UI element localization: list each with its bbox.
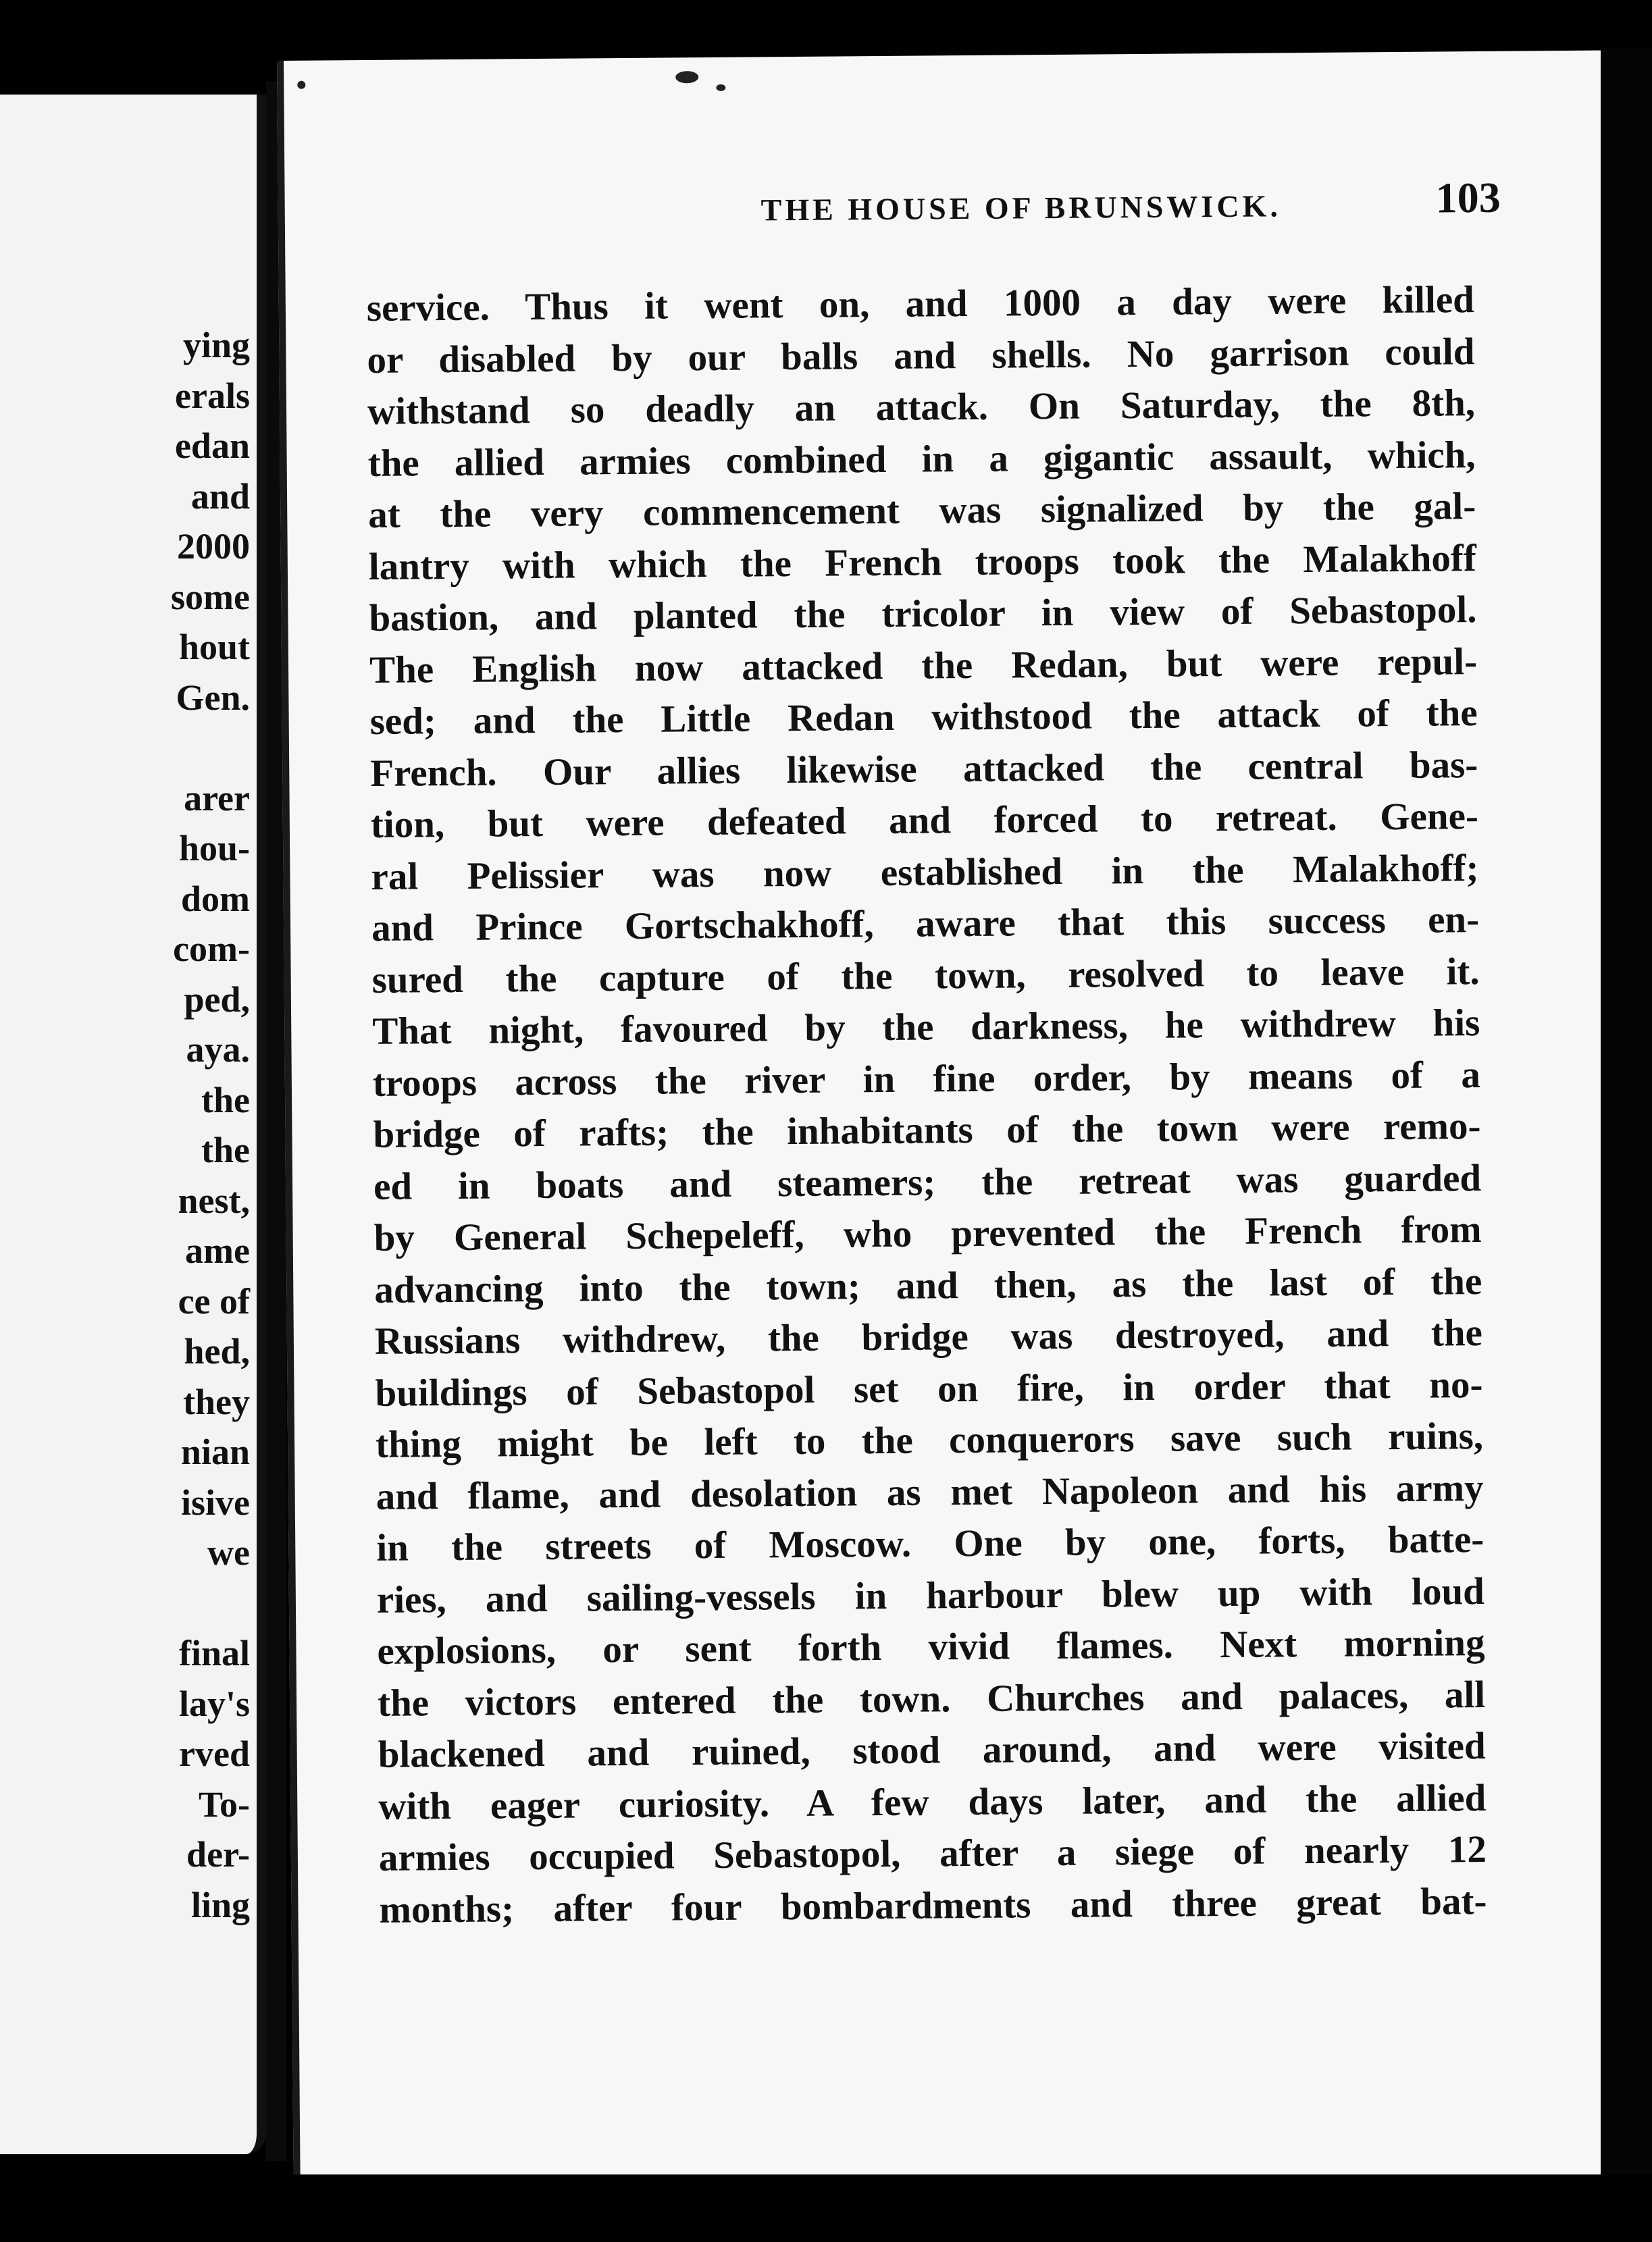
- body-line: tion, but were defeated and forced to retreat. Gene-: [370, 795, 1479, 846]
- page-number: 103: [1435, 173, 1501, 222]
- body-line: and Prince Gortschakhoff, aware that this success en-: [371, 898, 1480, 949]
- body-line: by General Schepeleff, who prevented the French from: [373, 1208, 1482, 1259]
- body-text: [366, 274, 1487, 1931]
- left-page-line: nian: [180, 1432, 250, 1472]
- body-line: lantry with which the French troops took the Malakhoff: [368, 536, 1477, 588]
- left-page-line: lay's: [178, 1683, 250, 1724]
- left-page-line: some: [171, 576, 250, 617]
- body-line: blackened and ruined, stood around, and were visited: [378, 1725, 1486, 1776]
- body-line: armies occupied Sebastopol, after a siege of nearly 12: [378, 1828, 1487, 1879]
- left-page-line: hed,: [184, 1331, 250, 1372]
- left-page-line: edan: [174, 425, 250, 466]
- left-page-line: rved: [179, 1733, 250, 1774]
- body-line: months; after four bombardments and three great bat-: [379, 1879, 1487, 1931]
- body-line: ries, and sailing-vessels in harbour blew up with loud: [376, 1569, 1485, 1621]
- left-page-line: isive: [181, 1482, 250, 1523]
- left-page-line: der-: [186, 1834, 250, 1875]
- left-page-line: arer: [184, 777, 250, 818]
- left-facing-page: [0, 95, 266, 2154]
- body-line: sured the capture of the town, resolved to leave it.: [371, 949, 1480, 1001]
- main-page: [277, 51, 1624, 2188]
- left-page-line: hout: [178, 627, 250, 667]
- body-line: troops across the river in fine order, by means of a: [372, 1053, 1481, 1105]
- body-line: That night, favoured by the darkness, he withdrew his: [372, 1001, 1480, 1053]
- body-line: thing might be left to the conquerors save such ruins,: [375, 1415, 1484, 1466]
- body-line: French. Our allies likewise attacked the central bas-: [370, 743, 1478, 795]
- left-page-line: nest,: [178, 1180, 250, 1221]
- body-line: the victors entered the town. Churches and palaces, all: [377, 1673, 1486, 1725]
- left-page-line: hou-: [178, 828, 250, 868]
- left-page-line: dom: [180, 878, 250, 919]
- left-page-line: ame: [185, 1230, 250, 1271]
- body-line: with eager curiosity. A few days later, and the allied: [378, 1776, 1487, 1828]
- body-line: buildings of Sebastopol set on fire, in order that no-: [375, 1363, 1483, 1415]
- ink-speck: [716, 84, 725, 91]
- body-line: and flame, and desolation as met Napoleon and his army: [376, 1466, 1484, 1518]
- left-page-line: 2000: [177, 526, 250, 567]
- left-page-line: they: [183, 1381, 250, 1422]
- ink-speck: [675, 71, 698, 83]
- body-line: sed; and the Little Redan withstood the attack of the: [369, 692, 1478, 743]
- body-line: ed in boats and steamers; the retreat was guarded: [373, 1156, 1482, 1208]
- left-page-line: we: [207, 1532, 250, 1573]
- body-line: at the very commencement was signalized by the gal-: [368, 485, 1476, 536]
- left-page-line: ling: [190, 1884, 250, 1925]
- page-right-edge: [1601, 47, 1652, 2242]
- ink-speck: [297, 81, 305, 89]
- left-page-line: the: [201, 1130, 250, 1170]
- page-bottom-edge: [0, 2174, 1652, 2242]
- left-page-line: aya.: [186, 1029, 250, 1070]
- running-head: THE HOUSE OF BRUNSWICK.: [760, 188, 1282, 228]
- body-line: advancing into the town; and then, as the last of the: [374, 1259, 1482, 1311]
- left-page-line: the: [201, 1079, 250, 1120]
- left-page-line: erals: [175, 375, 250, 416]
- left-page-line: and: [190, 475, 250, 517]
- body-line: ral Pelissier was now established in the Malakhoff;: [371, 846, 1479, 898]
- body-line: The English now attacked the Redan, but were repul-: [369, 640, 1478, 692]
- body-line: Russians withdrew, the bridge was destroyed, and the: [374, 1311, 1483, 1363]
- body-line: in the streets of Moscow. One by one, forts, batte-: [376, 1518, 1485, 1569]
- body-line: service. Thus it went on, and 1000 a day were killed: [366, 278, 1475, 330]
- body-line: explosions, or sent forth vivid flames. Next morning: [377, 1621, 1485, 1673]
- left-page-line: Gen.: [176, 677, 250, 718]
- left-page-line: com-: [173, 929, 250, 969]
- body-line: withstand so deadly an attack. On Saturday, the 8th,: [367, 382, 1476, 433]
- left-page-line: ped,: [184, 979, 250, 1020]
- body-line: bridge of rafts; the inhabitants of the town were remo-: [373, 1105, 1481, 1156]
- left-page-line: ce of: [178, 1280, 250, 1322]
- body-line: bastion, and planted the tricolor in view of Sebastopol.: [369, 588, 1477, 640]
- body-line: or disabled by our balls and shells. No garrison could: [367, 330, 1475, 382]
- left-page-line: ying: [182, 325, 250, 365]
- body-line: the allied armies combined in a gigantic assault, which,: [367, 433, 1476, 485]
- left-page-line: final: [178, 1633, 250, 1673]
- left-page-line: To-: [198, 1783, 250, 1825]
